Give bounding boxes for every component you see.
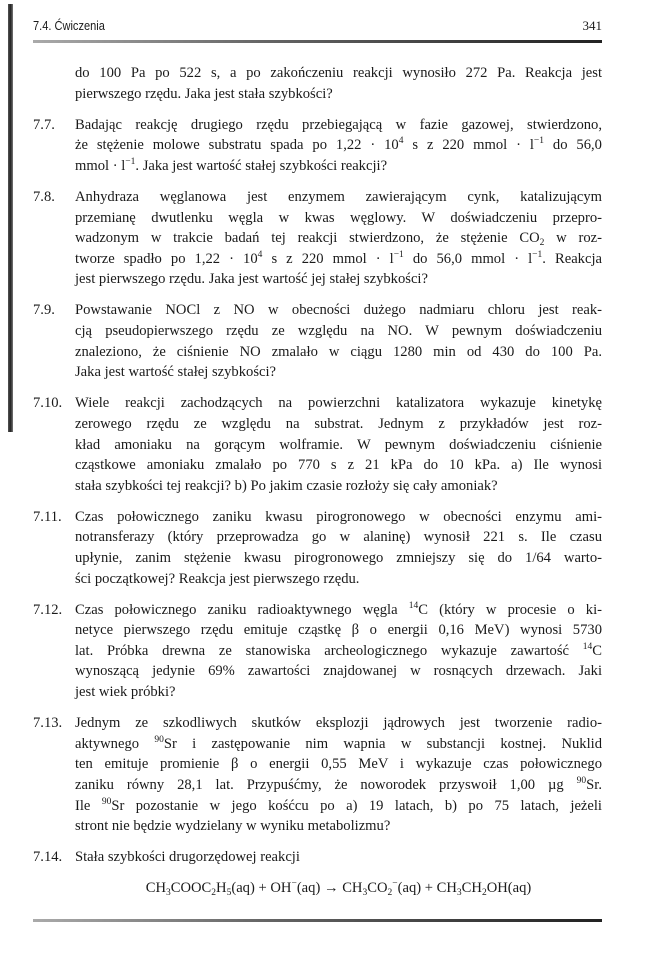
text-run: netyce pierwszego rzędu emituje cząstkę β o energii 0,16 MeV) wynosi 5730 bbox=[75, 622, 602, 639]
text-line bbox=[75, 269, 602, 290]
text-line bbox=[75, 713, 602, 734]
text-run: upłynie, zanim stężenie kwasu pirogronowego zmniejszy się do 1/64 warto- bbox=[75, 549, 602, 566]
text-line bbox=[75, 228, 602, 249]
text-line bbox=[75, 362, 602, 383]
text-run: COOC bbox=[170, 879, 212, 896]
text-run: Czas połowicznego zaniku kwasu pirogronowego w obecności enzymu ami- bbox=[75, 508, 602, 525]
text-run: (aq) → CH bbox=[296, 879, 363, 896]
exercise bbox=[33, 393, 602, 496]
footer-rule bbox=[33, 919, 602, 922]
superscript: 14 bbox=[408, 600, 419, 611]
superscript: 90 bbox=[576, 775, 587, 786]
exercise-number: 7.8. bbox=[33, 188, 55, 205]
page-number: 341 bbox=[582, 18, 602, 33]
text-line bbox=[75, 641, 602, 662]
text-run: wynoszącą jedynie 69% zawartości znajdowanej w rosnących drzewach. Jaki bbox=[75, 663, 602, 680]
text-run: . Reakcja bbox=[542, 250, 602, 267]
text-run: zaniku równy 28,1 lat. Przypuśćmy, że noworodek przyswoił 1,00 µg bbox=[75, 776, 577, 793]
text-line bbox=[75, 84, 602, 105]
text-line bbox=[75, 300, 602, 321]
subscript: 3 bbox=[456, 887, 462, 898]
subscript: 2 bbox=[481, 887, 487, 898]
text-line bbox=[75, 620, 602, 641]
exercise-list bbox=[33, 63, 602, 909]
text-run: jest wiek próbki? bbox=[75, 684, 176, 701]
text-line bbox=[75, 527, 602, 548]
text-run: mmol · l bbox=[75, 157, 126, 174]
text-run: stała szybkości tej reakcji? b) Po jakim czasie rozłoży się cały amoniak? bbox=[75, 477, 498, 494]
exercise bbox=[33, 600, 602, 703]
header-rule bbox=[33, 40, 602, 43]
subscript: 2 bbox=[211, 887, 217, 898]
text-line bbox=[75, 414, 602, 435]
text-run: wadzonym w trakcie badań tej reakcji stwierdzono, że stężenie CO bbox=[75, 230, 540, 247]
exercise bbox=[33, 847, 602, 898]
text-line bbox=[75, 393, 602, 414]
text-run: do 56,0 mmol · l bbox=[403, 250, 533, 267]
running-header bbox=[33, 18, 602, 36]
exercise bbox=[33, 300, 602, 382]
text-run: (aq) + CH bbox=[397, 879, 457, 896]
text-run: cząstkowe amoniaku zmalało po 770 s z 21 kPa do 10 kPa. a) Ile wynosi bbox=[75, 457, 602, 474]
text-run: Sr. bbox=[586, 776, 602, 793]
text-run: Powstawanie NOCl z NO w obecności dużego nadmiaru chloru jest reak- bbox=[75, 302, 602, 319]
page-spine-shadow bbox=[8, 4, 13, 432]
text-run: CH bbox=[145, 879, 166, 896]
section-title: 7.4. Ćwiczenia bbox=[33, 18, 105, 33]
subscript: 3 bbox=[362, 887, 368, 898]
text-run: tworze spadło po 1,22 · 10 bbox=[75, 250, 258, 267]
exercise-number: 7.10. bbox=[33, 395, 63, 412]
text-line bbox=[75, 63, 602, 84]
text-run: . Jaka jest wartość stałej szybkości reakcji? bbox=[135, 157, 388, 174]
text-run: OH(aq) bbox=[486, 879, 532, 896]
text-line bbox=[75, 816, 602, 837]
text-line bbox=[75, 775, 602, 796]
text-run: H bbox=[216, 879, 227, 896]
text-run: notransferazy (który przeprowadza go w alaninę) wynosił 221 s. Ile czasu bbox=[75, 529, 602, 546]
text-line bbox=[75, 135, 602, 156]
exercise-number: 7.13. bbox=[33, 715, 63, 732]
text-run: s z 220 mmol · l bbox=[403, 137, 534, 154]
text-run: w roz- bbox=[544, 230, 602, 247]
text-line bbox=[75, 847, 602, 868]
text-run: lat. Próbka drewna ze stanowiska archeologicznego wykazuje zawartość bbox=[75, 642, 583, 659]
text-run: kład amoniaku na gorącym wolframie. W pewnym doświadczeniu ciśnienie bbox=[75, 436, 602, 453]
text-run: ści początkowej? Reakcja jest pierwszego rzędu. bbox=[75, 570, 360, 587]
text-line bbox=[75, 507, 602, 528]
text-run: C (który w procesie o ki- bbox=[418, 601, 602, 618]
text-run: że stężenie molowe substratu spada po 1,22 · 10 bbox=[75, 137, 399, 154]
text-line bbox=[75, 342, 602, 363]
exercise bbox=[33, 115, 602, 177]
exercise-number: 7.9. bbox=[33, 302, 55, 319]
text-line bbox=[75, 208, 602, 229]
text-line bbox=[75, 476, 602, 497]
text-run: przemianę dwutlenku węgla w kwas węglowy. W doświadczeniu przepro- bbox=[75, 209, 602, 226]
exercise-number: 7.12. bbox=[33, 601, 63, 618]
exercise bbox=[33, 63, 602, 104]
text-run: Ile bbox=[75, 797, 102, 814]
subscript: 2 bbox=[539, 238, 545, 249]
superscript: 90 bbox=[101, 796, 112, 807]
exercise bbox=[33, 713, 602, 837]
text-run: jest pierwszego rzędu. Jaka jest wartość jej stałej szybkości? bbox=[75, 271, 428, 288]
subscript: 3 bbox=[166, 887, 171, 898]
text-run: stront nie będzie wydzielany w wyniku metabolizmu? bbox=[75, 818, 391, 835]
text-line bbox=[75, 455, 602, 476]
superscript: −1 bbox=[125, 156, 136, 167]
text-line bbox=[75, 661, 602, 682]
exercise-number: 7.11. bbox=[33, 508, 62, 525]
text-run: do 100 Pa po 522 s, a po zakończeniu reakcji wynosiło 272 Pa. Reakcja jest bbox=[75, 65, 602, 81]
superscript: 4 bbox=[398, 136, 404, 147]
text-run: Anhydraza węglanowa jest enzymem zawierającym cynk, katalizującym bbox=[75, 188, 602, 205]
subscript: 5 bbox=[226, 887, 232, 898]
superscript: −1 bbox=[393, 249, 404, 260]
text-run: Badając reakcję drugiego rzędu przebiegającą w fazie gazowej, stwierdzono, bbox=[75, 116, 602, 133]
text-run: Czas połowicznego zaniku radioaktywnego węgla bbox=[75, 601, 409, 618]
text-run: s z 220 mmol · l bbox=[262, 250, 394, 267]
text-run: Sr pozostanie w jego kośćcu po a) 19 latach, b) po 75 latach, jeżeli bbox=[111, 797, 602, 814]
text-run: Sr i zastępowanie nim wapnia w substancji kostnej. Nuklid bbox=[163, 735, 602, 752]
text-run: znaleziono, że ciśnienie NO zmalało w ciągu 1280 min od 430 do 100 Pa. bbox=[75, 343, 602, 360]
text-run: C bbox=[592, 642, 602, 659]
text-run: Jednym ze szkodliwych skutków eksplozji jądrowych jest tworzenie radio- bbox=[75, 715, 602, 732]
text-run: Jaka jest wartość stałej szybkości? bbox=[75, 364, 277, 381]
exercise-number: 7.14. bbox=[33, 849, 63, 866]
text-line bbox=[75, 321, 602, 342]
exercise bbox=[33, 507, 602, 589]
superscript: − bbox=[392, 878, 398, 889]
exercise bbox=[33, 187, 602, 290]
text-line bbox=[75, 796, 602, 817]
text-run: aktywnego bbox=[75, 735, 155, 752]
text-run: CO bbox=[367, 879, 388, 896]
superscript: −1 bbox=[533, 136, 545, 147]
superscript: −1 bbox=[532, 249, 543, 260]
superscript: − bbox=[291, 878, 297, 889]
text-line bbox=[75, 115, 602, 136]
text-run: cją pseudopierwszego rzędu ze względu na NO. W pewnym doświadczeniu bbox=[75, 323, 602, 340]
text-line bbox=[75, 249, 602, 270]
text-line bbox=[75, 754, 602, 775]
text-line bbox=[75, 187, 602, 208]
text-run: ten emituje promienie β o energii 0,55 MeV i wykazuje czas połowicznego bbox=[75, 756, 602, 773]
text-line bbox=[75, 548, 602, 569]
chemical-equation bbox=[75, 878, 602, 899]
text-run: CH bbox=[461, 879, 482, 896]
text-run: pierwszego rzędu. Jaka jest stała szybkości? bbox=[75, 85, 333, 102]
text-line bbox=[75, 734, 602, 755]
text-line bbox=[75, 569, 602, 590]
text-line bbox=[75, 435, 602, 456]
text-run: Wiele reakcji zachodzących na powierzchni katalizatora wykazuje kinetykę bbox=[75, 395, 602, 412]
text-run: zerowego rzędu ze względu na substrat. Jednym z przykładów jest roz- bbox=[75, 415, 602, 432]
superscript: 14 bbox=[582, 641, 593, 652]
text-line bbox=[75, 156, 602, 177]
text-run: do 56,0 bbox=[544, 137, 602, 154]
text-run: Stała szybkości drugorzędowej reakcji bbox=[75, 849, 300, 866]
subscript: 2 bbox=[387, 887, 393, 898]
text-run: (aq) + OH bbox=[231, 879, 292, 896]
text-line bbox=[75, 682, 602, 703]
superscript: 4 bbox=[257, 249, 263, 260]
text-line bbox=[75, 600, 602, 621]
exercise-number: 7.7. bbox=[33, 116, 55, 133]
superscript: 90 bbox=[154, 734, 164, 745]
